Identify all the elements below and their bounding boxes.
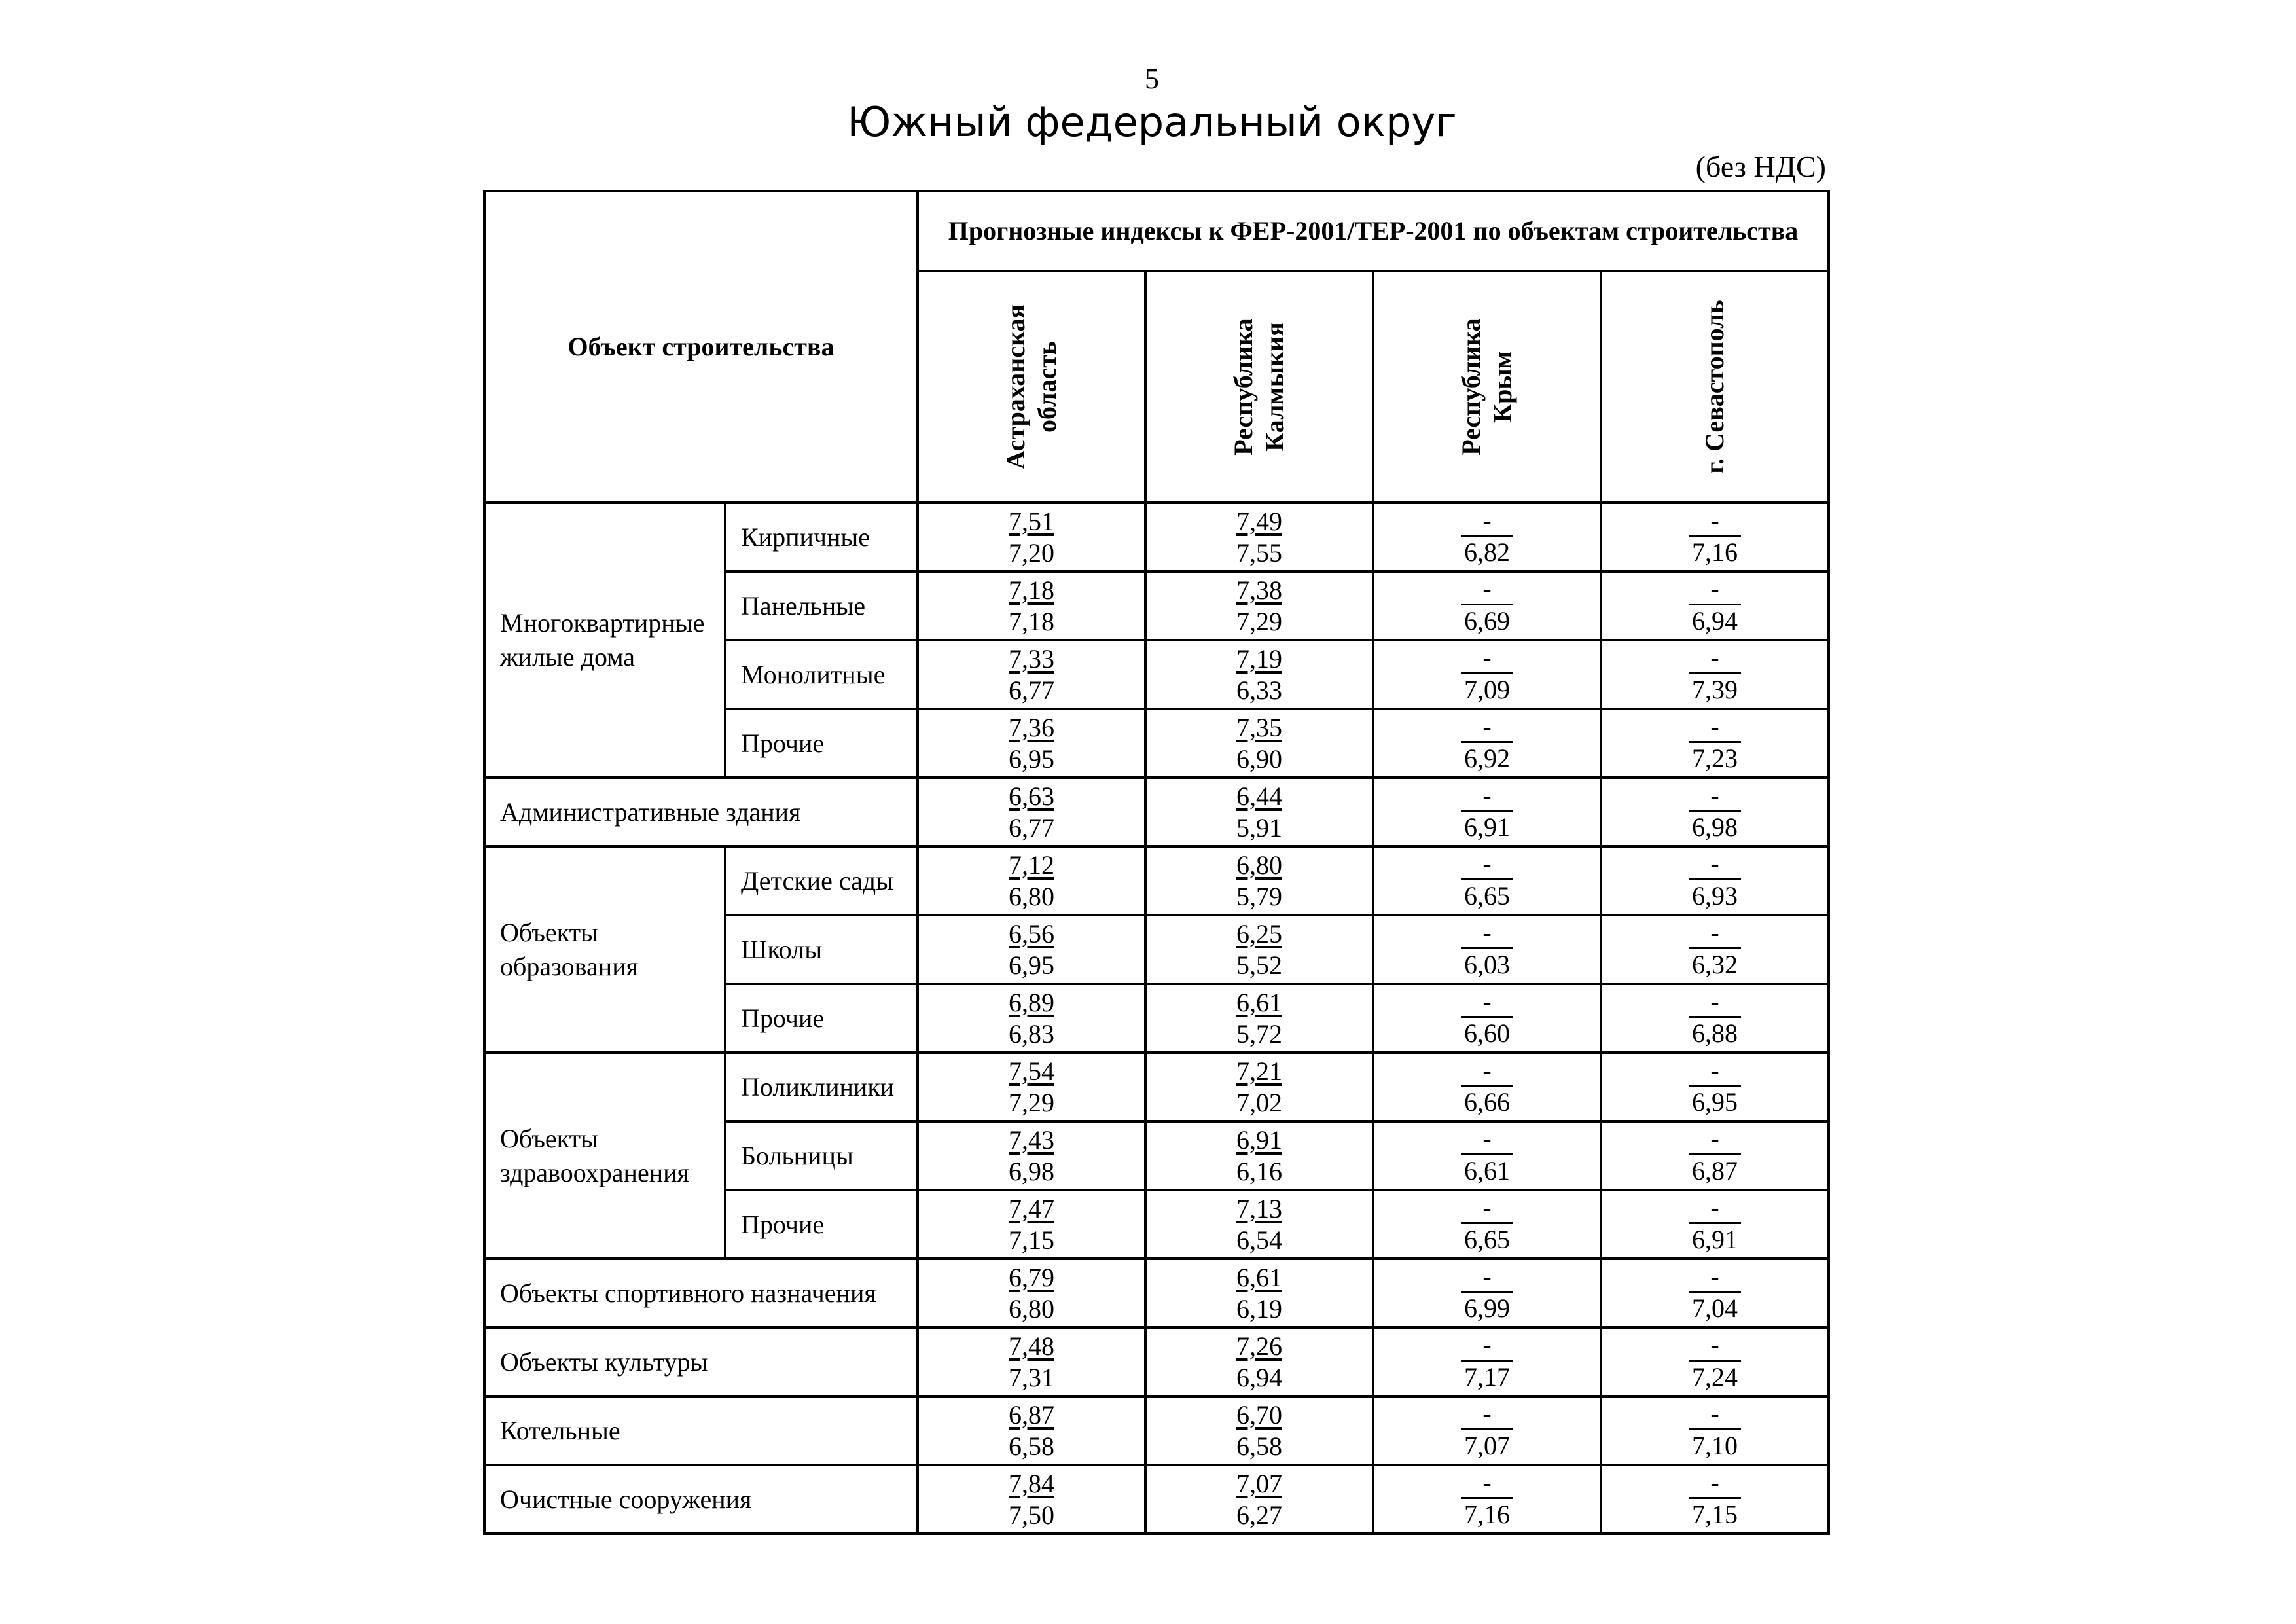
fer-index: - (1461, 1399, 1513, 1430)
fer-index: 7,33 (1009, 643, 1054, 674)
object-name: Объекты спортивного назначения (484, 1259, 918, 1327)
index-cell (1145, 1053, 1373, 1121)
index-fraction (1236, 918, 1282, 981)
ter-index: 6,65 (1464, 881, 1510, 911)
index-fraction (1009, 1193, 1054, 1256)
ter-index: 6,27 (1236, 1500, 1282, 1530)
index-cell (1601, 571, 1829, 640)
fer-index: 6,87 (1009, 1399, 1054, 1430)
fer-index: - (1689, 506, 1741, 537)
ter-index: 6,82 (1464, 537, 1510, 567)
fer-index: - (1461, 987, 1513, 1018)
index-cell (918, 709, 1145, 778)
fer-index: 7,26 (1236, 1331, 1282, 1361)
index-fraction (1689, 1468, 1741, 1530)
fer-index: - (1689, 1331, 1741, 1362)
index-cell (918, 1327, 1145, 1396)
table-row (484, 1327, 1829, 1396)
index-cell (1373, 1259, 1601, 1327)
index-fraction (1461, 850, 1513, 912)
ter-index: 6,03 (1464, 950, 1510, 979)
index-fraction (1689, 781, 1741, 843)
fer-index: 7,35 (1236, 712, 1282, 742)
region-header (918, 271, 1145, 503)
fer-index: - (1689, 918, 1741, 949)
ter-index: 5,72 (1236, 1019, 1282, 1049)
index-cell (918, 1465, 1145, 1534)
index-fraction (1009, 850, 1054, 912)
ter-index: 7,24 (1692, 1362, 1738, 1392)
ter-index: 7,55 (1236, 537, 1282, 568)
fer-index: - (1461, 506, 1513, 537)
forecast-header: Прогнозные индексы к ФЕР-2001/ТЕР-2001 по объектам строительства (918, 191, 1829, 271)
ter-index: 6,98 (1692, 812, 1738, 842)
index-cell (1601, 1121, 1829, 1190)
ter-index: 7,20 (1009, 537, 1054, 568)
fer-index: 6,61 (1236, 1262, 1282, 1292)
region-header-label: г. Севастополь (1700, 300, 1729, 474)
index-fraction (1009, 575, 1054, 638)
ter-index: 7,18 (1009, 606, 1054, 636)
fer-index: 6,61 (1236, 987, 1282, 1017)
index-cell (1145, 778, 1373, 846)
fer-index: 7,54 (1009, 1056, 1054, 1086)
index-cell (918, 984, 1145, 1053)
ter-index: 7,10 (1692, 1431, 1738, 1460)
fer-index: - (1689, 987, 1741, 1018)
ter-index: 7,31 (1009, 1362, 1054, 1392)
object-subtype: Панельные (725, 571, 918, 640)
index-cell (1601, 503, 1829, 571)
fer-index: 6,44 (1236, 781, 1282, 811)
index-cell (1145, 1465, 1373, 1534)
index-cell (1601, 984, 1829, 1053)
ter-index: 7,02 (1236, 1087, 1282, 1117)
object-name: Очистные сооружения (484, 1465, 918, 1534)
region-header (1145, 271, 1373, 503)
fer-index: 7,21 (1236, 1056, 1282, 1086)
fer-index: - (1689, 712, 1741, 743)
fer-index: 6,89 (1009, 987, 1054, 1017)
ter-index: 6,90 (1236, 744, 1282, 774)
index-cell (1601, 709, 1829, 778)
ter-index: 6,94 (1692, 606, 1738, 636)
ter-index: 6,58 (1009, 1431, 1054, 1461)
index-cell (918, 1396, 1145, 1465)
index-fraction (1236, 643, 1282, 706)
ter-index: 6,80 (1009, 881, 1054, 911)
ter-index: 5,91 (1236, 812, 1282, 842)
index-cell (1601, 846, 1829, 915)
object-header: Объект строительства (484, 191, 918, 503)
index-fraction (1009, 506, 1054, 569)
index-fraction (1236, 506, 1282, 569)
ter-index: 5,79 (1236, 881, 1282, 911)
object-subtype: Кирпичные (725, 503, 918, 571)
fer-index: - (1689, 781, 1741, 812)
index-fraction (1689, 850, 1741, 912)
index-cell (1601, 640, 1829, 709)
index-cell (1601, 1327, 1829, 1396)
ter-index: 7,15 (1009, 1225, 1054, 1255)
fer-index: 7,49 (1236, 506, 1282, 536)
index-fraction (1689, 1262, 1741, 1324)
fer-index: 6,91 (1236, 1125, 1282, 1155)
fer-index: - (1689, 1468, 1741, 1499)
region-header-label: Астраханская область (1001, 304, 1062, 470)
ter-index: 6,95 (1692, 1087, 1738, 1117)
index-cell (1601, 915, 1829, 984)
ter-index: 6,69 (1464, 606, 1510, 636)
fer-index: - (1689, 1193, 1741, 1224)
index-cell (918, 1121, 1145, 1190)
ter-index: 7,16 (1692, 537, 1738, 567)
fer-index: 7,18 (1009, 575, 1054, 605)
index-cell (1145, 571, 1373, 640)
index-fraction (1009, 987, 1054, 1050)
table-row (484, 846, 1829, 915)
index-cell (1601, 1053, 1829, 1121)
index-cell (1373, 1465, 1601, 1534)
index-cell (1601, 1259, 1829, 1327)
index-fraction (1236, 987, 1282, 1050)
object-subtype: Прочие (725, 1190, 918, 1259)
region-header (1601, 271, 1829, 503)
ter-index: 7,23 (1692, 744, 1738, 773)
ter-index: 6,95 (1009, 744, 1054, 774)
ter-index: 7,50 (1009, 1500, 1054, 1530)
index-fraction (1009, 1399, 1054, 1462)
fer-index: - (1689, 1125, 1741, 1155)
index-fraction (1009, 1125, 1054, 1187)
object-subtype: Больницы (725, 1121, 918, 1190)
fer-index: - (1689, 643, 1741, 674)
index-table (483, 190, 1830, 1535)
index-cell (918, 1259, 1145, 1327)
index-fraction (1236, 781, 1282, 844)
index-cell (918, 571, 1145, 640)
index-cell (1373, 984, 1601, 1053)
index-cell (1145, 1396, 1373, 1465)
fer-index: 6,79 (1009, 1262, 1054, 1292)
index-fraction (1461, 1056, 1513, 1118)
ter-index: 7,39 (1692, 675, 1738, 704)
index-cell (1145, 1259, 1373, 1327)
fer-index: 7,84 (1009, 1468, 1054, 1498)
index-cell (1145, 709, 1373, 778)
object-group: Многоквартирные жилые дома (484, 503, 725, 778)
object-name: Котельные (484, 1396, 918, 1465)
fer-index: - (1689, 1399, 1741, 1430)
ter-index: 7,29 (1236, 606, 1282, 636)
index-fraction (1009, 643, 1054, 706)
index-fraction (1009, 918, 1054, 981)
index-fraction (1236, 712, 1282, 775)
index-fraction (1009, 1056, 1054, 1119)
index-cell (1373, 1190, 1601, 1259)
index-cell (1145, 846, 1373, 915)
fer-index: - (1461, 781, 1513, 812)
fer-index: - (1689, 575, 1741, 605)
ter-index: 6,54 (1236, 1225, 1282, 1255)
ter-index: 6,93 (1692, 881, 1738, 911)
region-header (1373, 271, 1601, 503)
index-cell (1601, 1465, 1829, 1534)
ter-index: 6,83 (1009, 1019, 1054, 1049)
table-row (484, 778, 1829, 846)
ter-index: 7,07 (1464, 1431, 1510, 1460)
ter-index: 7,09 (1464, 675, 1510, 704)
index-cell (1145, 1327, 1373, 1396)
table-row (484, 1259, 1829, 1327)
index-fraction (1009, 1468, 1054, 1531)
index-fraction (1461, 1262, 1513, 1324)
index-cell (1373, 1121, 1601, 1190)
index-fraction (1009, 781, 1054, 844)
fer-index: 7,47 (1009, 1193, 1054, 1223)
index-cell (1601, 1190, 1829, 1259)
object-subtype: Прочие (725, 709, 918, 778)
index-fraction (1461, 575, 1513, 637)
fer-index: - (1689, 1056, 1741, 1087)
index-cell (918, 846, 1145, 915)
fer-index: 7,19 (1236, 643, 1282, 674)
object-subtype: Поликлиники (725, 1053, 918, 1121)
index-fraction (1689, 643, 1741, 706)
fer-index: 7,48 (1009, 1331, 1054, 1361)
fer-index: 7,36 (1009, 712, 1054, 742)
object-subtype: Прочие (725, 984, 918, 1053)
ter-index: 6,66 (1464, 1087, 1510, 1117)
index-cell (1373, 778, 1601, 846)
index-fraction (1689, 575, 1741, 637)
index-fraction (1009, 712, 1054, 775)
fer-index: - (1461, 1262, 1513, 1293)
index-fraction (1236, 1468, 1282, 1531)
fer-index: 7,51 (1009, 506, 1054, 536)
fer-index: - (1461, 1193, 1513, 1224)
region-header-label: Республика Калмыкия (1229, 318, 1289, 456)
fer-index: 7,13 (1236, 1193, 1282, 1223)
index-fraction (1236, 1262, 1282, 1325)
index-cell (1145, 503, 1373, 571)
ter-index: 6,16 (1236, 1156, 1282, 1186)
index-fraction (1689, 1193, 1741, 1255)
fer-index: - (1461, 1331, 1513, 1362)
fer-index: - (1461, 1056, 1513, 1087)
object-subtype: Монолитные (725, 640, 918, 709)
index-cell (1373, 846, 1601, 915)
fer-index: 6,63 (1009, 781, 1054, 811)
object-subtype: Детские сады (725, 846, 918, 915)
index-fraction (1689, 1056, 1741, 1118)
table-row (484, 1465, 1829, 1534)
table-row (484, 503, 1829, 571)
index-fraction (1689, 712, 1741, 774)
index-fraction (1236, 1056, 1282, 1119)
index-fraction (1461, 781, 1513, 843)
index-cell (1601, 778, 1829, 846)
index-cell (1145, 915, 1373, 984)
ter-index: 6,77 (1009, 812, 1054, 842)
ter-index: 6,88 (1692, 1019, 1738, 1048)
object-group: Объекты образования (484, 846, 725, 1053)
index-cell (918, 503, 1145, 571)
fer-index: - (1461, 1468, 1513, 1499)
fer-index: - (1461, 575, 1513, 605)
index-fraction (1236, 1125, 1282, 1187)
index-cell (918, 640, 1145, 709)
index-cell (918, 1190, 1145, 1259)
index-cell (1373, 709, 1601, 778)
ter-index: 6,91 (1692, 1225, 1738, 1254)
ter-index: 6,98 (1009, 1156, 1054, 1186)
ter-index: 6,77 (1009, 675, 1054, 705)
fer-index: - (1689, 1262, 1741, 1293)
index-fraction (1461, 1193, 1513, 1255)
index-fraction (1461, 712, 1513, 774)
index-cell (918, 1053, 1145, 1121)
fer-index: 6,70 (1236, 1399, 1282, 1430)
fer-index: - (1461, 1125, 1513, 1155)
ter-index: 6,32 (1692, 950, 1738, 979)
fer-index: 7,43 (1009, 1125, 1054, 1155)
ter-index: 7,29 (1009, 1087, 1054, 1117)
index-fraction (1461, 643, 1513, 706)
table-row (484, 1396, 1829, 1465)
fer-index: 7,38 (1236, 575, 1282, 605)
fer-index: - (1461, 850, 1513, 880)
index-cell (1145, 984, 1373, 1053)
index-cell (1373, 1396, 1601, 1465)
index-fraction (1689, 506, 1741, 568)
index-fraction (1461, 506, 1513, 568)
index-cell (1601, 1396, 1829, 1465)
index-cell (1373, 640, 1601, 709)
ter-index: 6,61 (1464, 1156, 1510, 1185)
fer-index: 6,80 (1236, 850, 1282, 880)
ter-index: 6,60 (1464, 1019, 1510, 1048)
index-fraction (1009, 1262, 1054, 1325)
index-fraction (1689, 1331, 1741, 1393)
fer-index: - (1461, 643, 1513, 674)
index-fraction (1461, 1399, 1513, 1462)
index-cell (918, 915, 1145, 984)
fer-index: 6,56 (1009, 918, 1054, 948)
ter-index: 7,15 (1692, 1500, 1738, 1529)
index-fraction (1689, 918, 1741, 981)
index-fraction (1689, 987, 1741, 1049)
fer-index: - (1461, 918, 1513, 949)
index-cell (918, 778, 1145, 846)
index-fraction (1461, 918, 1513, 981)
fer-index: 6,25 (1236, 918, 1282, 948)
index-cell (1373, 915, 1601, 984)
index-fraction (1236, 575, 1282, 638)
index-fraction (1461, 1468, 1513, 1530)
index-fraction (1236, 1331, 1282, 1394)
page-title: Южный федеральный округ (847, 98, 1457, 146)
ter-index: 6,65 (1464, 1225, 1510, 1254)
index-fraction (1689, 1399, 1741, 1462)
table-row (484, 1053, 1829, 1121)
ter-index: 6,33 (1236, 675, 1282, 705)
object-name: Объекты культуры (484, 1327, 918, 1396)
fer-index: - (1689, 850, 1741, 880)
ter-index: 6,19 (1236, 1293, 1282, 1324)
index-fraction (1461, 1125, 1513, 1187)
object-name: Административные здания (484, 778, 918, 846)
index-cell (1373, 571, 1601, 640)
index-cell (1145, 1121, 1373, 1190)
index-fraction (1009, 1331, 1054, 1394)
ter-index: 7,16 (1464, 1500, 1510, 1529)
index-fraction (1461, 1331, 1513, 1393)
index-fraction (1236, 850, 1282, 912)
ter-index: 7,17 (1464, 1362, 1510, 1392)
index-fraction (1461, 987, 1513, 1049)
vat-note: (без НДС) (1695, 150, 1826, 183)
ter-index: 6,99 (1464, 1293, 1510, 1323)
ter-index: 5,52 (1236, 950, 1282, 980)
index-cell (1145, 1190, 1373, 1259)
object-subtype: Школы (725, 915, 918, 984)
index-cell (1373, 1053, 1601, 1121)
ter-index: 6,91 (1464, 812, 1510, 842)
region-header-label: Республика Крым (1456, 318, 1517, 456)
ter-index: 6,94 (1236, 1362, 1282, 1392)
fer-index: - (1461, 712, 1513, 743)
ter-index: 6,92 (1464, 744, 1510, 773)
object-group: Объекты здравоохранения (484, 1053, 725, 1259)
index-cell (1145, 640, 1373, 709)
ter-index: 6,95 (1009, 950, 1054, 980)
index-fraction (1689, 1125, 1741, 1187)
index-cell (1373, 1327, 1601, 1396)
index-fraction (1236, 1399, 1282, 1462)
page-number: 5 (1145, 63, 1159, 95)
ter-index: 7,04 (1692, 1293, 1738, 1323)
fer-index: 7,07 (1236, 1468, 1282, 1498)
ter-index: 6,58 (1236, 1431, 1282, 1461)
index-cell (1373, 503, 1601, 571)
index-fraction (1236, 1193, 1282, 1256)
ter-index: 6,87 (1692, 1156, 1738, 1185)
fer-index: 7,12 (1009, 850, 1054, 880)
ter-index: 6,80 (1009, 1293, 1054, 1324)
